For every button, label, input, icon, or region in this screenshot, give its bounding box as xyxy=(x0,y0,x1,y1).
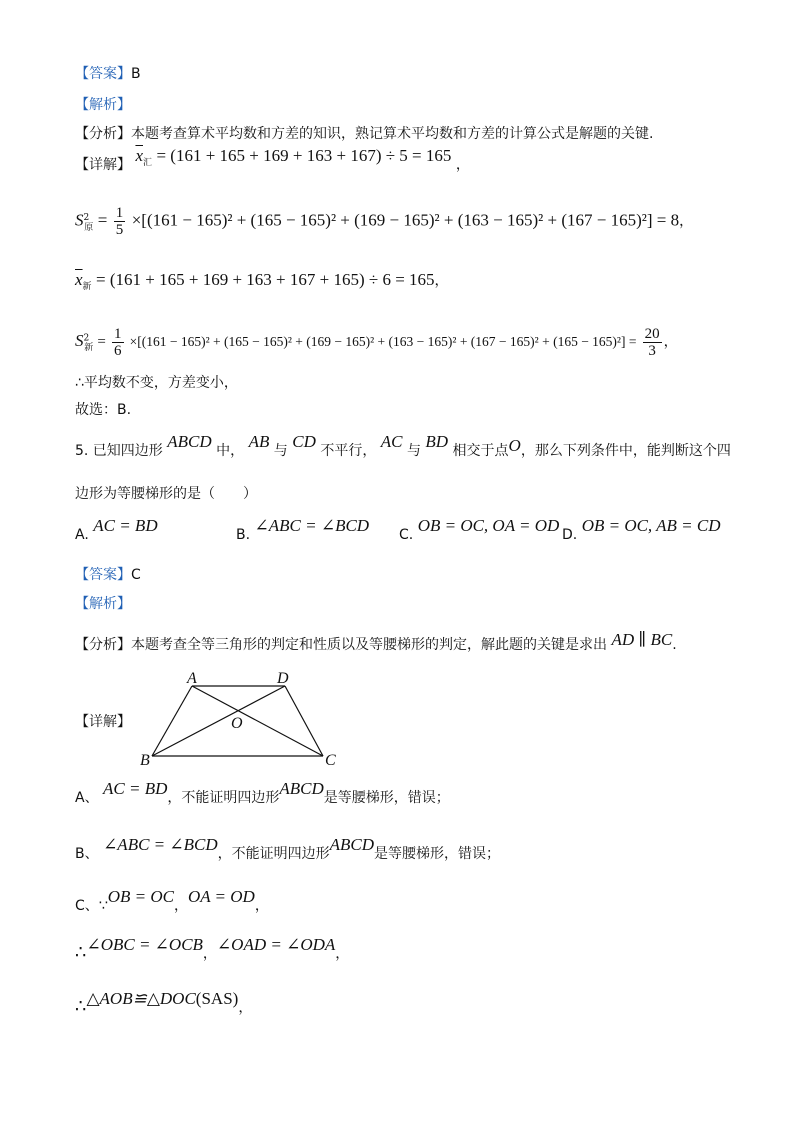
stem-text: ，那么下列条件中，能判断这个四 xyxy=(520,443,731,459)
vertex-label-c: C xyxy=(325,752,336,769)
option-letter: C. xyxy=(399,527,414,543)
fraction-numerator: 1 xyxy=(114,326,122,342)
stem-text: 中， xyxy=(216,443,245,459)
analysis-line-q4 xyxy=(75,124,653,144)
answer-value: C xyxy=(131,567,141,583)
option-expr: OB = OC, OA = OD xyxy=(417,516,560,535)
option-d xyxy=(562,516,721,543)
option-b xyxy=(236,516,370,543)
condition-expr: AC = BD xyxy=(103,779,168,798)
separator: ， xyxy=(335,946,350,962)
new-variance-equation: ×[(161 − 165)² + (165 − 165)² + (169 − 165)² + (163 − 165)² + (167 − 165)² + (165 − 165)²] = xyxy=(129,334,637,349)
eq-tail: ， xyxy=(679,213,694,230)
option-c xyxy=(399,516,560,543)
congruence-line xyxy=(75,989,253,1018)
fraction-denominator: 6 xyxy=(114,343,122,359)
detail-text: ，不能证明四边形 xyxy=(167,790,280,806)
stem-text: 与 xyxy=(406,443,421,459)
separator: ， xyxy=(173,898,188,914)
mean-subscript-new: 新 xyxy=(82,282,92,292)
option-expr: ∠ABC = ∠BCD xyxy=(254,516,370,535)
detail-text: ，不能证明四边形 xyxy=(217,846,330,862)
therefore-symbol: ∴ xyxy=(75,996,87,1017)
new-mean-line xyxy=(75,270,449,293)
mean-equation: = (161 + 165 + 169 + 163 + 167) ÷ 5 = 165 xyxy=(156,146,452,165)
new-mean-equation: = (161 + 165 + 169 + 163 + 167 + 165) ÷ 6 = 165 xyxy=(96,270,435,289)
detail-text: 是等腰梯形，错误； xyxy=(323,790,450,806)
option-prefix: B、 xyxy=(75,846,99,862)
vertex-label-a: A xyxy=(187,670,197,687)
answer-tag: 【答案】 xyxy=(75,66,131,82)
quadrilateral-name: ABCD xyxy=(329,835,375,854)
analysis-tag: 【解析】 xyxy=(75,596,131,612)
stem-text: 与 xyxy=(273,443,288,459)
conclusion-line: ∴平均数不变，方差变小， xyxy=(75,375,238,391)
point-o: O xyxy=(508,436,521,455)
eq2-equals: = xyxy=(97,210,108,230)
variance-sup: 2 xyxy=(83,212,90,223)
detail-line-c xyxy=(75,887,269,916)
quadrilateral-name: ABCD xyxy=(279,779,324,798)
answer-line-q5 xyxy=(75,565,141,585)
therefore-symbol: ∴ xyxy=(75,942,87,963)
fenxi-tag: 【分析】 xyxy=(75,637,131,653)
fenxi-text: 本题考查全等三角形的判定和性质以及等腰梯形的判定，解此题的关键是求出 xyxy=(131,637,607,653)
q5-stem-line2: 边形为等腰梯形的是（ ） xyxy=(75,486,257,502)
congruence-statement: △AOB≌△DOC xyxy=(86,989,196,1008)
vertex-label-b: B xyxy=(140,752,150,769)
segment-cd: CD xyxy=(292,432,316,451)
parallel-expr: AD ∥ BC xyxy=(611,630,673,649)
fraction-numerator: 20 xyxy=(644,326,660,342)
eq4-equals: = xyxy=(97,334,106,350)
fraction-one-sixth xyxy=(112,326,124,359)
variance-equation: ×[(161 − 165)² + (165 − 165)² + (169 − 165)² + (163 − 165)² + (167 − 165)²] = 8 xyxy=(131,210,680,230)
variance-sup-new: 2 xyxy=(83,333,90,344)
detail-tag: 【详解】 xyxy=(75,157,131,173)
variance-subscript-new: 新 xyxy=(84,343,94,353)
condition-expr: OA = OD xyxy=(187,887,255,906)
detail-text: 是等腰梯形，错误； xyxy=(374,846,501,862)
segment-ac: AC xyxy=(380,432,403,451)
option-letter: D. xyxy=(562,527,578,543)
variance-subscript: 原 xyxy=(84,222,94,233)
segment-ab: AB xyxy=(248,432,270,451)
angle-equality: ∠OAD = ∠ODA xyxy=(216,935,336,954)
fraction-one-fifth xyxy=(114,205,126,238)
mean-symbol: $\overline{x}$ xyxy=(135,146,143,165)
period: . xyxy=(672,637,677,653)
option-prefix: C、∵ xyxy=(75,898,108,914)
eq-tail: ， xyxy=(434,273,449,289)
mean-subscript: 汇 xyxy=(143,158,153,168)
eq-tail: ， xyxy=(455,157,470,173)
fenxi-tag: 【分析】 xyxy=(75,126,131,142)
detail-tag-q5: 【详解】 xyxy=(75,714,131,730)
sas-label: (SAS) xyxy=(195,989,239,1008)
option-a xyxy=(75,516,158,543)
segment-bd: BD xyxy=(425,432,449,451)
vertex-label-o: O xyxy=(231,715,243,732)
eq-tail: ， xyxy=(663,334,678,350)
condition-expr: ∠ABC = ∠BCD xyxy=(103,835,218,854)
detail-line-b xyxy=(75,835,501,864)
quadrilateral-name: ABCD xyxy=(167,432,212,451)
angle-equality: ∠OBC = ∠OCB xyxy=(86,935,203,954)
fenxi-text: 本题考查算术平均数和方差的知识，熟记算术平均数和方差的计算公式是解题的关键. xyxy=(131,126,654,142)
detail-line-a xyxy=(75,779,450,808)
stem-text: 不平行， xyxy=(320,443,377,459)
condition-expr: OB = OC xyxy=(107,887,174,906)
answer-line-q4 xyxy=(75,64,141,84)
fraction-denominator: 5 xyxy=(115,222,124,238)
angles-line xyxy=(75,935,350,964)
vertex-label-d: D xyxy=(277,670,289,687)
analysis-tag: 【解析】 xyxy=(75,97,131,113)
trapezoid-figure xyxy=(135,665,350,775)
choose-line: 故选：B. xyxy=(75,402,132,418)
separator: ， xyxy=(238,1000,253,1016)
detail-line-q4 xyxy=(75,146,470,177)
answer-tag: 【答案】 xyxy=(75,567,131,583)
answer-value: B xyxy=(131,66,141,82)
fraction-denominator: 3 xyxy=(648,343,656,359)
stem-text: 5. 已知四边形 xyxy=(75,443,163,459)
fraction-twenty-thirds xyxy=(643,326,662,359)
variance-line-1 xyxy=(75,205,693,238)
variance-symbol-new: S xyxy=(75,331,84,350)
stem-text: 相交于点 xyxy=(452,443,509,459)
fraction-numerator: 1 xyxy=(115,205,124,221)
variance-line-2 xyxy=(75,326,678,359)
option-letter: B. xyxy=(236,527,251,543)
q5-stem-line1 xyxy=(75,432,731,461)
mean-symbol-new: $\overline{x}$ xyxy=(75,270,83,289)
separator: ， xyxy=(202,946,217,962)
option-prefix: A、 xyxy=(75,790,99,806)
separator: ， xyxy=(254,898,269,914)
option-expr: AC = BD xyxy=(93,516,158,535)
option-expr: OB = OC, AB = CD xyxy=(581,516,721,535)
variance-symbol: S xyxy=(75,210,84,230)
analysis-line-q5 xyxy=(75,630,677,655)
option-letter: A. xyxy=(75,527,89,543)
